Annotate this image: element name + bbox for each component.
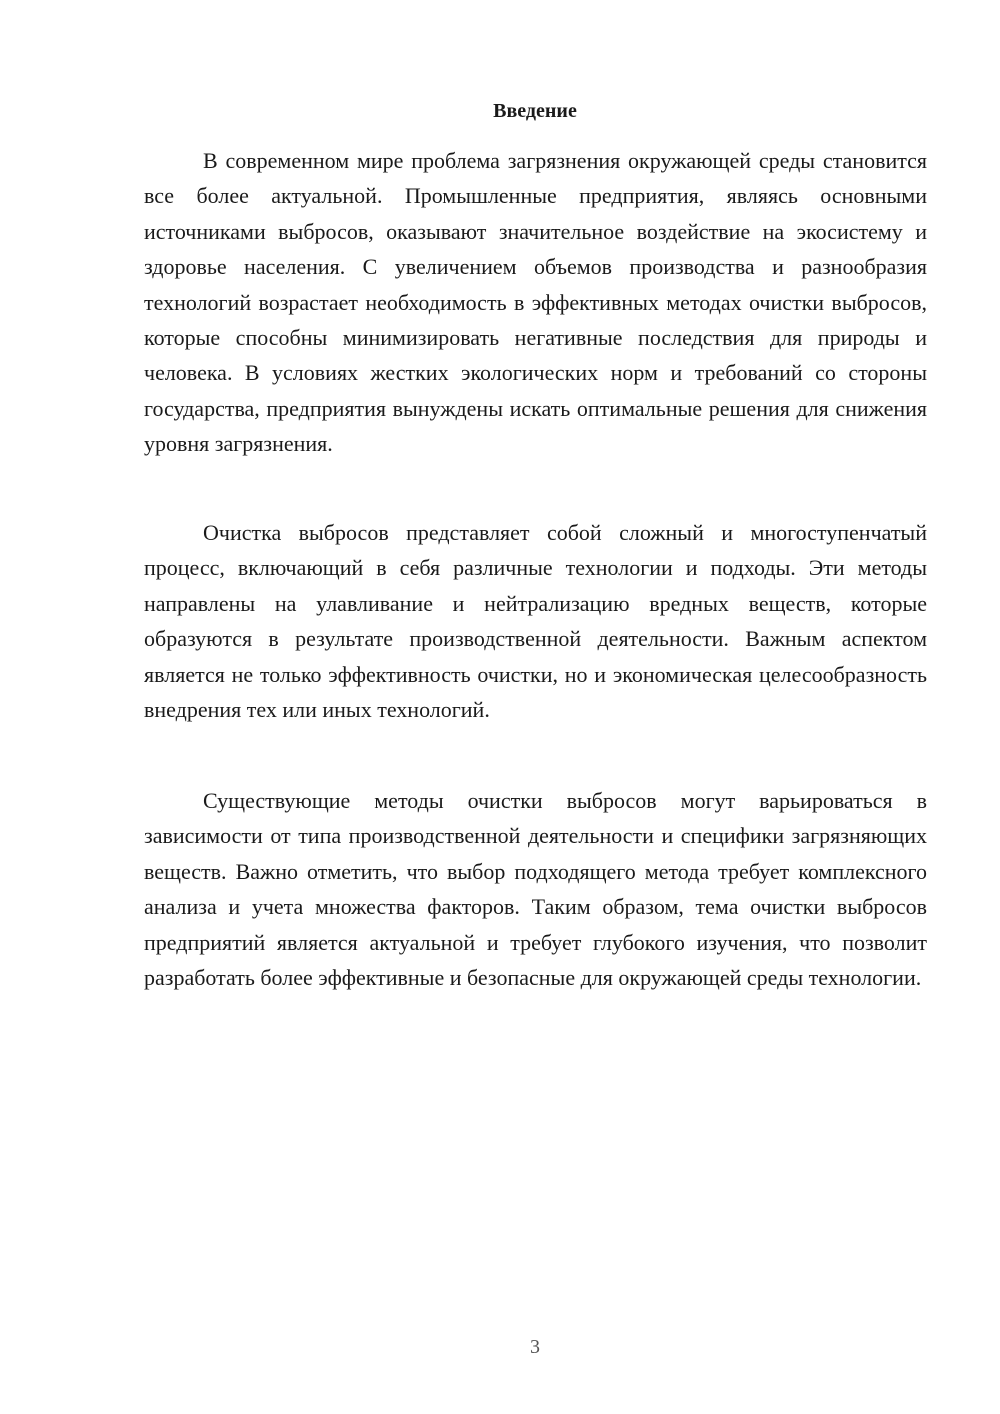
paragraph-1: В современном мире проблема загрязнения окружающей среды становится все более актуальной. Промышленные предприятия, являясь основными источниками выбросов, оказывают значительное воздействие на экосистему и здоровье населения. С увеличением объемов производства и разнообразия технологий возрастает необходимость в эффективных методах очистки выбросов, которые способны минимизировать негативные последствия для природы и человека. В условиях жестких экологических норм и требований со стороны государства, предприятия вынуждены искать оптимальные решения для снижения уровня загрязнения.	[144, 148, 927, 457]
page-number: 3	[530, 1336, 540, 1358]
paragraph-3: Существующие методы очистки выбросов могут варьироваться в зависимости от типа производственной деятельности и специфики загрязняющих веществ. Важно отметить, что выбор подходящего метода требует комплексного анализа и учета множества факторов. Таким образом, тема очистки выбросов предприятий является актуальной и требует глубокого изучения, что позволит разработать более эффективные и безопасные для окружающей среды технологии.	[144, 788, 927, 991]
section-heading: Введение	[493, 100, 577, 122]
paragraph-2: Очистка выбросов представляет собой сложный и многоступенчатый процесс, включающий в себя различные технологии и подходы. Эти методы направлены на улавливание и нейтрализацию вредных веществ, которые образуются в результате производственной деятельности. Важным аспектом является не только эффективность очистки, но и экономическая целесообразность внедрения тех или иных технологий.	[144, 520, 927, 723]
